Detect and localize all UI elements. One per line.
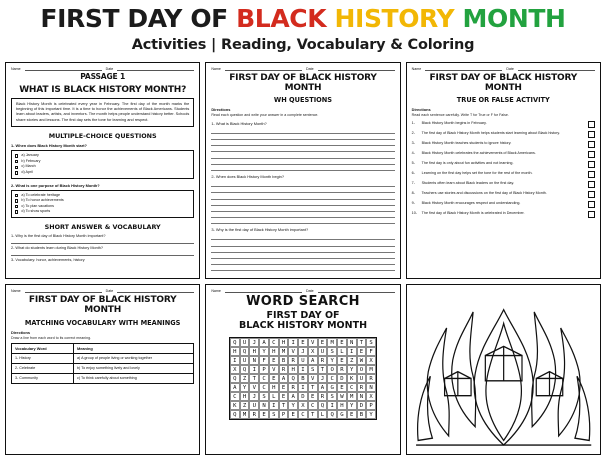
word-search-cell[interactable]: I <box>269 401 279 410</box>
page-header <box>0 0 606 34</box>
word-search-cell[interactable]: S <box>327 392 337 401</box>
word-search-cell[interactable]: V <box>308 338 318 347</box>
word-search-cell[interactable]: P <box>366 401 376 410</box>
word-search-cell[interactable]: E <box>347 410 357 419</box>
word-search-cell[interactable]: J <box>249 338 259 347</box>
word-search-cell[interactable]: V <box>308 374 318 383</box>
directions-text: Draw a line from each word to its correct meaning. <box>11 335 92 340</box>
tf-subtitle: TRUE OR FALSE ACTIVITY <box>456 96 550 105</box>
word-search-cell[interactable]: R <box>318 356 328 365</box>
word-search-cell[interactable]: A <box>279 374 289 383</box>
word-search-cell[interactable]: P <box>259 365 269 374</box>
word-search-cell[interactable]: D <box>337 374 347 383</box>
mc-question-1: 1- When does Black History Month start? <box>11 143 87 149</box>
word-search-cell[interactable]: S <box>269 410 279 419</box>
word-search-cell[interactable]: U <box>298 356 308 365</box>
table-row[interactable] <box>12 354 194 364</box>
word-search-cell[interactable]: L <box>318 410 328 419</box>
checkbox-icon[interactable] <box>15 194 18 197</box>
wh-question-block <box>211 227 394 271</box>
worksheet-thumbnail-grid <box>5 62 601 455</box>
word-search-cell[interactable]: E <box>279 392 289 401</box>
tf-answer-box[interactable] <box>588 151 595 158</box>
word-search-cell[interactable]: H <box>269 383 279 392</box>
name-label: Name <box>411 67 422 71</box>
word-search-cell[interactable]: R <box>288 383 298 392</box>
word-search-cell[interactable]: I <box>288 338 298 347</box>
checkbox-icon[interactable] <box>15 154 18 157</box>
tf-item <box>412 151 595 159</box>
wh-question: 2- When does Black History Month begin? <box>211 173 284 179</box>
word-search-cell[interactable]: E <box>337 338 347 347</box>
word-search-cell[interactable]: X <box>230 365 240 374</box>
word-search-cell[interactable]: E <box>337 356 347 365</box>
word-search-cell[interactable]: R <box>357 383 367 392</box>
tf-answer-box[interactable] <box>588 121 595 128</box>
short-answer-question: 3- Vocabulary: honor, achievements, history <box>11 257 85 262</box>
mc-option-label: b) To honor achievements <box>21 198 64 203</box>
word-search-cell[interactable]: M <box>240 410 250 419</box>
tf-answer-box[interactable] <box>588 201 595 208</box>
word-search-cell[interactable]: L <box>269 392 279 401</box>
word-search-cell[interactable]: O <box>357 365 367 374</box>
word-search-cell[interactable]: C <box>259 374 269 383</box>
word-search-cell[interactable]: J <box>318 374 328 383</box>
word-search-cell[interactable]: R <box>279 365 289 374</box>
wh-question-block <box>211 121 394 171</box>
word-search-cell[interactable]: E <box>269 374 279 383</box>
checkbox-icon[interactable] <box>15 210 18 213</box>
coloring-art-svg <box>412 289 595 450</box>
tf-item <box>412 191 595 199</box>
word-search-cell[interactable]: Q <box>240 347 250 356</box>
word-search-cell[interactable]: U <box>318 347 328 356</box>
name-label: Name <box>211 289 221 294</box>
ws-title-line-3: BLACK HISTORY MONTH <box>238 320 368 332</box>
word-search-cell[interactable]: E <box>288 410 298 419</box>
checkbox-icon[interactable] <box>15 171 18 174</box>
word-search-cell[interactable]: E <box>357 347 367 356</box>
word-search-cell[interactable]: A <box>230 383 240 392</box>
tf-number: 8- <box>411 190 415 195</box>
word-search-cell[interactable]: H <box>249 347 259 356</box>
date-label: Date <box>306 67 314 71</box>
tf-statement: Black History Month encourages respect and understanding. <box>421 200 521 205</box>
matching-title: FIRST DAY OF BLACK HISTORY MONTH <box>28 295 177 316</box>
word-search-cell[interactable]: X <box>298 401 308 410</box>
tf-item <box>412 211 595 219</box>
word-search-cell[interactable]: H <box>230 347 240 356</box>
word-search-cell[interactable]: T <box>249 374 259 383</box>
vocab-word: 2- Celebrate <box>12 363 74 373</box>
worksheet-passage[interactable] <box>5 62 200 279</box>
tf-item <box>412 121 595 129</box>
word-search-cell[interactable]: E <box>298 338 308 347</box>
word-search-cell[interactable]: W <box>357 356 367 365</box>
vocab-word: 3- Community <box>12 373 74 383</box>
name-label: Name <box>11 289 21 294</box>
word-search-cell[interactable]: Q <box>230 338 240 347</box>
name-date-line <box>11 289 194 293</box>
tf-item <box>412 161 595 169</box>
word-search-cell[interactable]: N <box>259 401 269 410</box>
word-search-cell[interactable]: T <box>279 401 289 410</box>
tf-statement: Black History Month teaches students to ignore history. <box>421 140 512 145</box>
tf-number: 2- <box>411 130 415 135</box>
name-rule <box>225 67 302 71</box>
word-search-cell[interactable]: I <box>230 356 240 365</box>
tf-item <box>412 171 595 179</box>
mc-options-1 <box>11 150 194 178</box>
word-search-cell[interactable]: K <box>230 401 240 410</box>
tf-item <box>412 141 595 149</box>
word-search-cell[interactable]: J <box>249 392 259 401</box>
date-label: Date <box>306 289 314 294</box>
tf-statement: Learning on the first day helps set the tone for the rest of the month. <box>421 170 533 175</box>
page-subtitle: Activities | Reading, Vocabulary & Coloring <box>131 37 475 53</box>
name-label: Name <box>11 67 21 71</box>
word-search-cell[interactable]: T <box>308 410 318 419</box>
word-search-cell[interactable]: G <box>337 410 347 419</box>
tf-item <box>412 131 595 139</box>
word-search-cell[interactable]: I <box>249 365 259 374</box>
word-search-cell[interactable]: C <box>308 401 318 410</box>
meaning-text: b) To enjoy something lively and lovely <box>73 363 193 373</box>
word-search-cell[interactable]: Q <box>318 401 328 410</box>
wh-question: 1- What is Black History Month? <box>211 120 267 126</box>
name-date-line <box>211 289 394 293</box>
tf-answer-box[interactable] <box>588 131 595 138</box>
short-answer-question: 1- Why is the first day of Black History Month important? <box>11 233 106 238</box>
tf-number: 4- <box>411 150 415 155</box>
checkbox-icon[interactable] <box>15 199 18 202</box>
meaning-text: c) To think carefully about something <box>73 373 193 383</box>
word-search-cell[interactable]: A <box>308 356 318 365</box>
word-search-cell[interactable]: Q <box>327 410 337 419</box>
directions-text: Read each question and write your answer in a complete sentence. <box>211 113 319 118</box>
name-rule <box>425 67 502 71</box>
date-rule <box>318 67 395 71</box>
word-search-cell[interactable]: Z <box>347 356 357 365</box>
word-search-cell[interactable]: I <box>327 401 337 410</box>
tf-number: 10- <box>411 210 417 215</box>
answer-lines[interactable] <box>211 128 394 171</box>
passage-title: WHAT IS BLACK HISTORY MONTH? <box>19 84 187 95</box>
word-search-cell[interactable]: U <box>240 356 250 365</box>
word-search-cell[interactable]: M <box>347 392 357 401</box>
tf-statement: Black History Month celebrates the achievements of Black Americans. <box>421 150 536 155</box>
vocab-word: 1- History <box>12 354 74 364</box>
word-search-cell[interactable]: T <box>318 365 328 374</box>
word-search-cell[interactable]: E <box>279 383 289 392</box>
tf-statement: Black History Month begins in February. <box>421 120 487 125</box>
name-date-line <box>211 67 394 71</box>
word-search-cell[interactable]: J <box>298 347 308 356</box>
word-search-cell[interactable]: R <box>337 365 347 374</box>
directions-text: Read each sentence carefully. Write T for True or F for False. <box>411 113 509 118</box>
word-search-cell[interactable]: A <box>288 392 298 401</box>
word-search-title <box>211 295 394 331</box>
mc-option-label: c) March <box>21 164 36 169</box>
word-search-cell[interactable]: V <box>249 383 259 392</box>
word-search-cell[interactable]: C <box>298 410 308 419</box>
directions-label: Directions <box>411 107 431 113</box>
word-search-cell[interactable]: S <box>308 365 318 374</box>
word-search-cell[interactable]: Y <box>366 410 376 419</box>
word-search-cell[interactable]: O <box>327 365 337 374</box>
word-search-cell[interactable]: S <box>366 338 376 347</box>
mc-option-label: b) February <box>21 158 41 163</box>
word-search-cell[interactable]: C <box>269 338 279 347</box>
checkbox-icon[interactable] <box>15 205 18 208</box>
word-search-cell[interactable]: Y <box>259 347 269 356</box>
tf-statement: The first day of Black History Month helps students start learning about Black history. <box>421 130 560 135</box>
word-search-cell[interactable]: U <box>249 401 259 410</box>
word-search-cell[interactable]: H <box>279 338 289 347</box>
tf-number: 7- <box>411 180 415 185</box>
worksheet-wh-questions[interactable] <box>205 62 400 279</box>
word-search-cell[interactable]: N <box>357 392 367 401</box>
word-search-cell[interactable]: T <box>308 383 318 392</box>
tf-item <box>412 181 595 189</box>
word-search-cell[interactable]: R <box>366 374 376 383</box>
mc-option-label: a) January <box>21 153 39 158</box>
word-search-cell[interactable]: N <box>366 383 376 392</box>
word-search-cell[interactable]: H <box>240 392 250 401</box>
answer-lines[interactable] <box>211 181 394 224</box>
word-search-cell[interactable]: M <box>327 338 337 347</box>
tf-statement: The first day is only about fun activities and not learning. <box>421 160 514 165</box>
tf-item <box>412 201 595 209</box>
table-row[interactable] <box>12 363 194 373</box>
short-answer-heading: SHORT ANSWER & VOCABULARY <box>44 222 161 231</box>
checkbox-icon[interactable] <box>15 160 18 163</box>
word-search-cell[interactable]: V <box>269 365 279 374</box>
passage-kicker: PASSAGE 1 <box>80 72 126 81</box>
word-search-cell[interactable]: Y <box>347 401 357 410</box>
word-search-cell[interactable]: Q <box>230 374 240 383</box>
word-search-cell[interactable]: E <box>337 383 347 392</box>
wh-question: 3- Why is the first day of Black History Month important? <box>211 227 309 233</box>
name-rule <box>25 289 102 293</box>
word-search-cell[interactable]: E <box>259 410 269 419</box>
answer-rule[interactable] <box>11 251 194 256</box>
tf-answer-box[interactable] <box>588 181 595 188</box>
word-search-cell[interactable]: C <box>327 374 337 383</box>
word-search-cell[interactable]: Y <box>347 365 357 374</box>
name-date-line <box>11 67 194 71</box>
word-search-cell[interactable]: T <box>357 338 367 347</box>
word-search-cell[interactable]: U <box>357 374 367 383</box>
worksheet-word-search[interactable] <box>205 284 400 455</box>
word-search-cell[interactable]: L <box>337 347 347 356</box>
word-search-cell[interactable]: Y <box>327 356 337 365</box>
page-title <box>40 3 566 33</box>
word-search-cell[interactable]: B <box>279 356 289 365</box>
word-search-cell[interactable]: D <box>357 401 367 410</box>
table-row[interactable] <box>12 373 194 383</box>
checkbox-icon[interactable] <box>15 166 18 169</box>
word-search-cell[interactable]: A <box>259 338 269 347</box>
tf-answer-box[interactable] <box>588 191 595 198</box>
word-search-cell[interactable]: B <box>298 374 308 383</box>
tf-statement: Teachers use stories and discussions on the first day of Black History Month. <box>421 190 547 195</box>
answer-lines[interactable] <box>211 234 394 271</box>
wh-subtitle: WH QUESTIONS <box>273 96 333 105</box>
word-search-cell[interactable]: H <box>288 365 298 374</box>
word-search-cell[interactable]: E <box>318 338 328 347</box>
mc-option[interactable] <box>15 209 190 215</box>
matching-table <box>11 343 194 384</box>
word-search-cell[interactable]: H <box>269 347 279 356</box>
word-search-cell[interactable]: M <box>279 347 289 356</box>
word-search-cell[interactable]: E <box>308 392 318 401</box>
mc-option-label: d) To show sports <box>21 209 51 214</box>
mc-options-2 <box>11 190 194 218</box>
word-search-cell[interactable]: N <box>249 356 259 365</box>
wh-title: FIRST DAY OF BLACK HISTORY MONTH <box>229 73 377 94</box>
word-search-cell[interactable]: C <box>347 383 357 392</box>
worksheet-matching[interactable] <box>5 284 200 455</box>
word-search-cell[interactable]: Q <box>288 374 298 383</box>
tf-answer-box[interactable] <box>588 171 595 178</box>
answer-rule[interactable] <box>11 239 194 244</box>
matching-subtitle: MATCHING VOCABULARY WITH MEANINGS <box>24 318 181 327</box>
word-search-cell[interactable]: C <box>230 392 240 401</box>
word-search-cell[interactable]: D <box>298 392 308 401</box>
word-search-cell[interactable]: I <box>298 365 308 374</box>
name-label: Name <box>211 67 221 71</box>
date-rule <box>318 289 395 293</box>
meaning-text: a) A group of people living or working together <box>73 354 193 364</box>
worksheet-true-false[interactable] <box>406 62 601 279</box>
word-search-cell[interactable]: U <box>240 338 250 347</box>
word-search-cell[interactable]: R <box>249 410 259 419</box>
word-search-cell[interactable]: F <box>259 356 269 365</box>
word-search-cell[interactable]: Z <box>240 401 250 410</box>
word-search-cell[interactable]: Q <box>240 365 250 374</box>
date-rule <box>117 289 194 293</box>
title-part-4: MONTH <box>462 3 566 33</box>
word-search-cell[interactable]: X <box>366 392 376 401</box>
tf-number: 6- <box>411 170 415 175</box>
date-label: Date <box>506 67 514 71</box>
name-rule <box>25 67 102 71</box>
mc-option-label: d) April <box>21 170 33 175</box>
word-search-cell[interactable]: S <box>327 347 337 356</box>
word-search-cell[interactable]: C <box>259 383 269 392</box>
col-vocabulary-word: Vocabulary Word <box>12 344 74 354</box>
word-search-cell[interactable]: W <box>337 392 347 401</box>
word-search-cell[interactable]: M <box>366 365 376 374</box>
word-search-cell[interactable]: Y <box>240 383 250 392</box>
date-rule <box>518 67 595 71</box>
title-part-1: FIRST DAY OF <box>40 3 237 33</box>
tf-number: 3- <box>411 140 415 145</box>
word-search-cell[interactable]: A <box>318 383 328 392</box>
worksheet-coloring-page[interactable] <box>406 284 601 455</box>
mc-heading: MULTIPLE-CHOICE QUESTIONS <box>48 132 157 141</box>
tf-number: 5- <box>411 160 415 165</box>
word-search-cell[interactable]: K <box>347 374 357 383</box>
word-search-cell[interactable]: V <box>288 347 298 356</box>
tf-number: 9- <box>411 200 415 205</box>
word-search-cell[interactable]: R <box>318 392 328 401</box>
word-search-cell[interactable]: G <box>327 383 337 392</box>
word-search-cell[interactable]: X <box>366 356 376 365</box>
tf-statement: The first day of Black History Month is celebrated in December. <box>421 210 525 215</box>
word-search-cell[interactable]: B <box>357 410 367 419</box>
mc-option-label: c) To plan vacations <box>21 203 54 208</box>
name-rule <box>225 289 302 293</box>
coloring-illustration <box>412 289 595 450</box>
word-search-cell[interactable]: H <box>337 401 347 410</box>
short-answer-question: 2- What do students learn during Black History Month? <box>11 245 104 250</box>
tf-title: FIRST DAY OF BLACK HISTORY MONTH <box>429 73 578 94</box>
title-part-2: BLACK <box>236 3 335 33</box>
word-search-cell[interactable]: I <box>347 347 357 356</box>
ws-title-line-1: WORD SEARCH <box>246 294 360 310</box>
tf-statement: Students often learn about Black leaders on the first day. <box>421 180 515 185</box>
word-search-cell[interactable]: P <box>279 410 289 419</box>
date-label: Date <box>105 67 114 71</box>
wh-question-block <box>211 174 394 224</box>
word-search-cell[interactable]: E <box>269 356 279 365</box>
word-search-cell[interactable]: F <box>366 347 376 356</box>
tf-number: 1- <box>411 120 415 125</box>
mc-option[interactable] <box>15 170 190 176</box>
date-rule <box>117 67 194 71</box>
col-meaning: Meaning <box>73 344 193 354</box>
word-search-cell[interactable]: S <box>259 392 269 401</box>
word-search-cell[interactable]: I <box>298 383 308 392</box>
tf-answer-box[interactable] <box>588 141 595 148</box>
ws-title-line-2: FIRST DAY OF <box>266 309 340 321</box>
word-search-cell[interactable]: Y <box>288 401 298 410</box>
tf-answer-box[interactable] <box>588 211 595 218</box>
word-search-cell[interactable]: Q <box>230 410 240 419</box>
title-part-3: HISTORY <box>334 3 463 33</box>
passage-body: Black History Month is celebrated every year in February. The first day of the month marks the beginning of this important time. It is a time to honor the achievements of Black Americans. Students learn about leaders, artists, and inventors. The month helps people understand history better. Schools share stories and lessons. The first day sets the tone for learning and respect. <box>11 98 194 128</box>
word-search-cell[interactable]: X <box>308 347 318 356</box>
word-search-cell[interactable]: N <box>347 338 357 347</box>
table-header-row <box>12 344 194 354</box>
word-search-cell[interactable]: R <box>288 356 298 365</box>
date-label: Date <box>105 289 114 294</box>
mc-option-label: a) To celebrate heritage <box>21 192 61 197</box>
mc-question-2: 2- What is one purpose of Black History Month? <box>11 182 100 188</box>
word-search-grid[interactable] <box>229 337 377 420</box>
directions-label: Directions <box>211 107 231 113</box>
word-search-cell[interactable]: Z <box>240 374 250 383</box>
tf-answer-box[interactable] <box>588 161 595 168</box>
name-date-line <box>412 67 595 71</box>
directions-label: Directions <box>11 329 31 335</box>
